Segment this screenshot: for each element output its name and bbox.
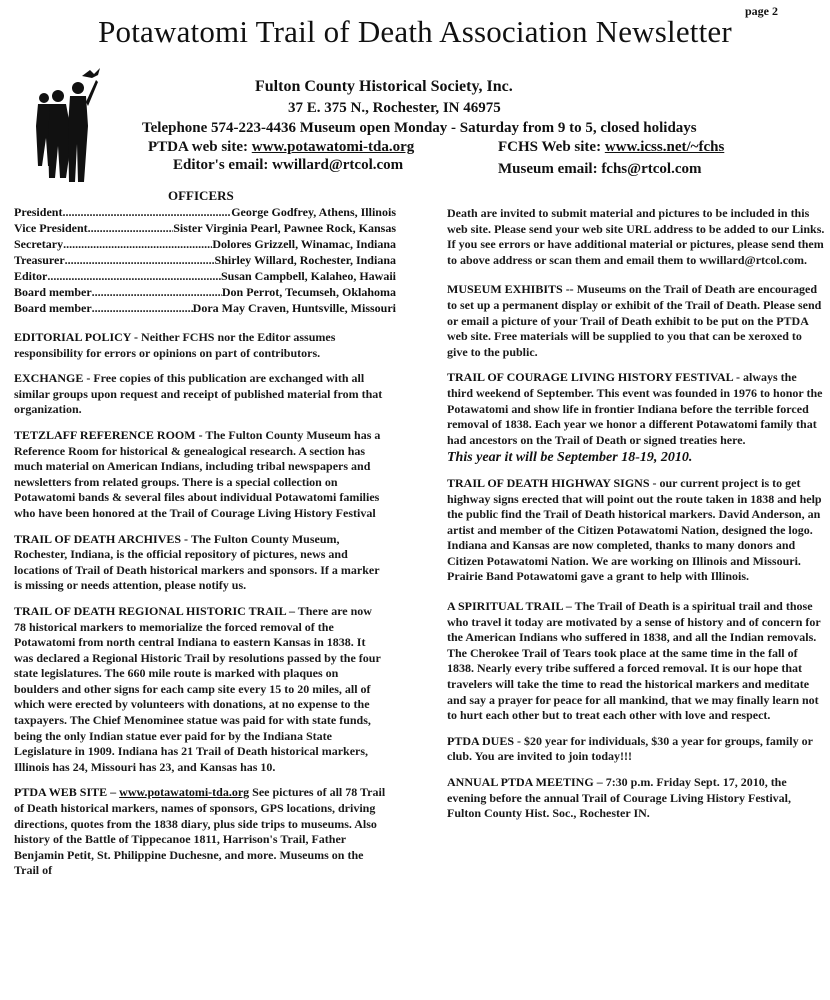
officer-name: Dolores Grizzell, Winamac, Indiana [212, 237, 396, 251]
officer-row [14, 220, 396, 236]
section-heading: TETZLAFF REFERENCE ROOM - [14, 427, 206, 442]
tetzlaff-reference-room [14, 428, 386, 522]
right-column [447, 206, 825, 832]
leader-dots [62, 204, 231, 220]
section-body: See pictures of all 78 Trail of Death historical markers, names of sponsors, GPS locations, driving directions, quotes from the 1838 diary, plus side trips to museums. Also history of the Battle of Tippecanoe 1811, Harrison's Trail, Father Benjamin Petit, St. Philippine Duchesne, and more. Museums on the Trail of [14, 785, 386, 878]
ptda-web-site [14, 785, 386, 879]
officer-role: Treasurer [14, 253, 65, 267]
regional-historic-trail [14, 604, 386, 776]
officer-role: Board member [14, 285, 92, 299]
section-body: Museums on the Trail of Death are encouraged to set up a permanent display or exhibit of the Trail of Death. Please send or email a picture of your Trail of Death exhibit to be put on the PTDA web site. Free materials will be supplied to you that can be xeroxed to give to the public. [447, 282, 822, 359]
leader-dots [65, 252, 215, 268]
section-body: The Fulton County Museum has a Reference Room for historical & genealogical research. A section has much material on American Indians, including tribal newspapers and newsletters from related groups. There is a special collection on Potawatomi bands & several files about individual Potawatomi families who have been honored at the Trail of Courage Living History Festival [14, 427, 381, 520]
ptda-dues [447, 734, 825, 765]
officers-list [14, 204, 396, 316]
trail-of-death-archives [14, 532, 386, 594]
exchange [14, 371, 386, 418]
section-body: – 7:30 p.m. Friday Sept. 17, 2010, the evening before the annual Trail of Courage Living History Festival, Fulton County Hist. Soc., Rochester IN. [447, 775, 791, 821]
spiritual-trail [447, 599, 825, 724]
section-body: - $20 year for individuals, $30 a year for groups, family or club. You are invited to join today!!! [447, 733, 813, 764]
section-heading: TRAIL OF DEATH HIGHWAY SIGNS [447, 475, 650, 490]
society-name: Fulton County Historical Society, Inc. [255, 78, 513, 95]
officer-role: Board member [14, 301, 92, 315]
fchs-web-link[interactable]: www.icss.net/~fchs [604, 139, 725, 155]
potawatomi-family-logo [30, 66, 130, 184]
officer-row [14, 204, 396, 220]
section-heading: A SPIRITUAL TRAIL [447, 599, 563, 614]
leader-dots [63, 236, 212, 252]
officer-row [14, 236, 396, 252]
section-body: If you see errors or have additional material or pictures, please send them to above address or scan them and email them to wwillard@rtcol.com. [447, 237, 824, 267]
section-heading: TRAIL OF COURAGE LIVING HISTORY FESTIVAL [447, 370, 733, 385]
leader-dots [88, 220, 174, 236]
section-heading: TRAIL OF DEATH REGIONAL HISTORIC TRAIL – [14, 603, 298, 618]
officer-row [14, 252, 396, 268]
fchs-web-line [498, 139, 724, 156]
web-site-corrections [447, 237, 825, 268]
officer-name: Sister Virginia Pearl, Pawnee Rock, Kansas [173, 221, 396, 235]
society-telephone: Telephone 574-223-4436 Museum open Monday - Saturday from 9 to 5, closed holidays [142, 120, 697, 136]
leader-dots [92, 300, 193, 316]
section-body: - always the third weekend of September. This event was founded in 1976 to honor the Potawatomi and show life in frontier Indiana before the terrible forced removal of 1838. Each year we honor a different Potawatomi family that had ancestors on the Trail of Death or signed treaties here. [447, 370, 823, 447]
officer-name: George Godfrey, Athens, Illinois [231, 205, 396, 219]
section-heading: EXCHANGE - [14, 371, 94, 386]
officer-role: President [14, 205, 63, 219]
page-number: page 2 [745, 4, 778, 18]
society-address: 37 E. 375 N., Rochester, IN 46975 [288, 100, 501, 116]
fchs-web-label: FCHS Web site: [498, 139, 605, 155]
museum-exhibits [447, 282, 825, 360]
section-body: Free copies of this publication are exchanged with all similar groups upon request and receipt of published material from that organization. [14, 371, 383, 417]
officer-name: Dora May Craven, Huntsville, Missouri [192, 301, 396, 315]
officer-row [14, 268, 396, 284]
newsletter-masthead: Potawatomi Trail of Death Association Newsletter [98, 14, 732, 49]
officer-role: Secretary [14, 237, 64, 251]
festival-date-text: This year it will be September 18-19, 2010. [447, 450, 693, 466]
section-heading: PTDA WEB SITE – [14, 785, 120, 800]
section-heading: EDITORIAL POLICY - [14, 330, 142, 344]
officer-row [14, 284, 396, 300]
officer-role: Vice President [14, 221, 88, 235]
section-body: Death are invited to submit material and pictures to be included in this web site. Please send your web site URL address to be added to our Links. [447, 206, 825, 236]
officer-name: Shirley Willard, Rochester, Indiana [214, 253, 396, 267]
officer-name: Don Perrot, Tecumseh, Oklahoma [221, 285, 396, 299]
ptda-web-site-link[interactable]: www.potawatomi-tda.org [119, 785, 250, 800]
section-body: The Fulton County Museum, Rochester, Indiana, is the official repository of pictures, news and locations of Trail of Death historical markers and sponsors. If a marker is missing or needs attention, please notify us. [14, 531, 380, 593]
officer-role: Editor [14, 269, 48, 283]
festival-date [447, 450, 825, 466]
section-heading: ANNUAL PTDA MEETING [447, 775, 594, 789]
officer-row [14, 300, 396, 316]
highway-signs [447, 476, 825, 585]
editor-email: Editor's email: wwillard@rtcol.com [173, 157, 404, 173]
annual-meeting [447, 775, 825, 822]
officers-title: OFFICERS [168, 188, 234, 203]
editorial-policy [14, 330, 386, 361]
section-body: - our current project is to get highway signs erected that will point out the route taken in 1838 and help the public find the Trail of Death historical markers. David Anderson, an artist and member of the Citizen Potawatomi Nation, designed the logo. Indiana and Kansas are now completed, thanks to many donors and Citizen Potawatomi Nation. We are working on Illinois and Missouri. Prairie Band Potawatomi gave a grant to help with Illinois. [447, 475, 822, 584]
ptda-web-link[interactable]: www.potawatomi-tda.org [251, 139, 415, 155]
section-heading: TRAIL OF DEATH ARCHIVES - [14, 531, 191, 546]
ptda-web-label: PTDA web site: [148, 139, 252, 155]
web-site-continued [447, 206, 825, 237]
section-body: Neither FCHS nor the Editor assumes responsibility for errors or opinions on part of contributors. [14, 330, 336, 360]
section-body: There are now 78 historical markers to memorialize the forced removal of the Potawatomi from north central Indiana to eastern Kansas in 1838. It was declared a Regional Historic Trail by resolutions passed by the four state legislatures. The 660 mile route is marked with plaques on boulders and other signs for each camp site every 15 to 20 miles, all of which were erected by volunteers with donations, at no expense to the taxpayers. The Chief Menominee statue was paid for with state funds, being the only Indian statue ever paid for by the Indiana State Legislature in 1909. Indiana has 21 Trail of Death historical markers, Illinois has 24, Missouri has 23, and Kansas has 10. [14, 603, 381, 774]
section-heading: MUSEUM EXHIBITS -- [447, 282, 577, 297]
leader-dots [47, 268, 221, 284]
section-body: – The Trail of Death is a spiritual trail and those who travel it today are motivated by a sense of history and of concern for the American Indians who suffered in 1838, and all the Indian removals. The Cherokee Trail of Tears took place at the same time in the fall of 1838. Nearly every tribe suffered a forced removal. It is our hope that travelers will take the time to read the historical markers and meditate and say a prayer for peace for all mankind, that we may finally learn not to hurt each other but to treat each other with love and respect. [447, 599, 821, 723]
museum-email: Museum email: fchs@rtcol.com [498, 161, 702, 177]
ptda-web-line [148, 139, 414, 156]
section-heading: PTDA DUES [447, 733, 515, 748]
trail-of-courage-festival [447, 370, 825, 448]
left-column [14, 330, 386, 889]
leader-dots [92, 284, 222, 300]
officer-name: Susan Campbell, Kalaheo, Hawaii [220, 269, 396, 283]
